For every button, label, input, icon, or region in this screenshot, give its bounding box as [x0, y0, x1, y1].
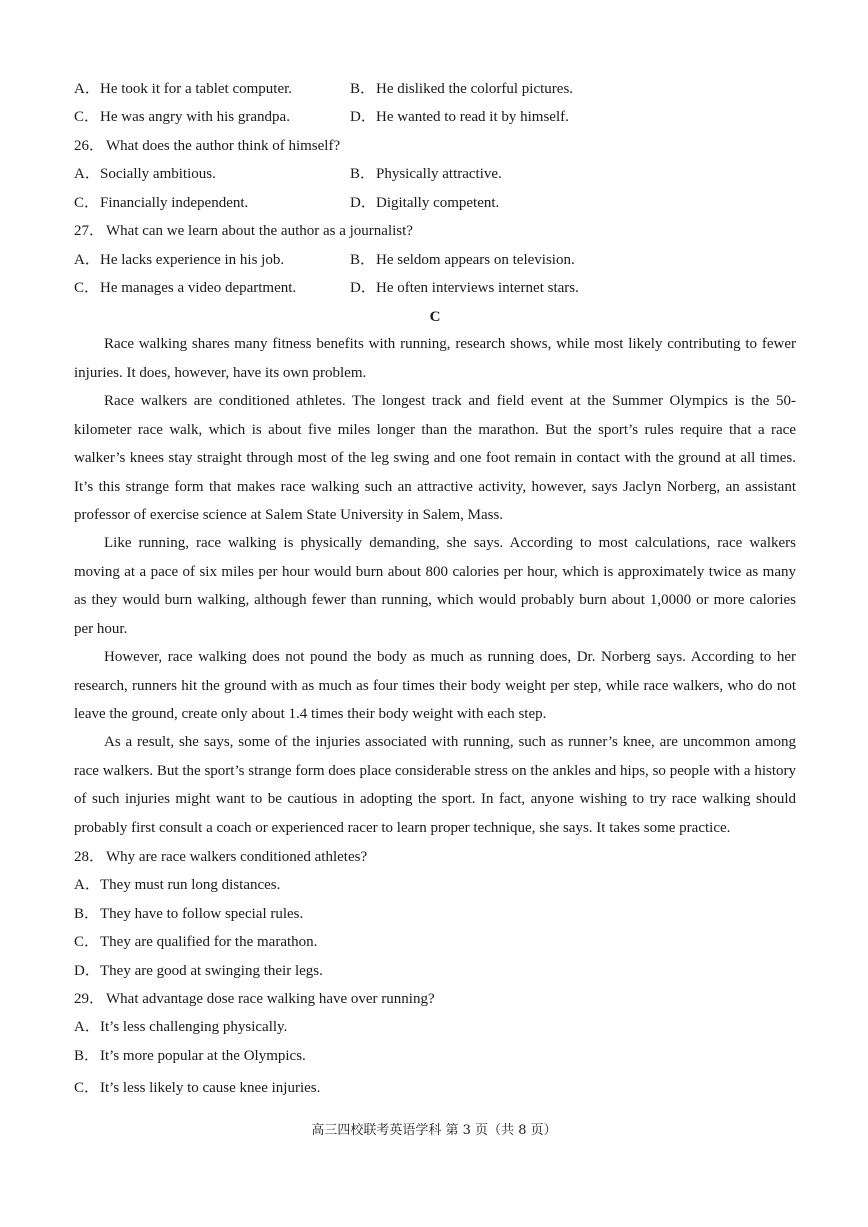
question-number: 26． — [74, 138, 105, 154]
option-letter: D． — [350, 195, 376, 211]
passage-paragraph-3: Like running, race walking is physically demanding, she says. According to most calculations, race walkers moving at a pace of six miles per hour would burn about 800 calories per hour, which is approximately twice as many as they would burn walking, although fewer than running, which would probably burn about 1,0000 or more calories per hour. — [74, 535, 796, 637]
option-letter: B． — [350, 81, 376, 97]
question-text: What advantage dose race walking have over running? — [106, 991, 435, 1007]
q28-stem — [74, 845, 367, 869]
q27-option-a — [74, 248, 284, 272]
option-text: It’s less likely to cause knee injuries. — [100, 1080, 321, 1096]
q26-option-a — [74, 162, 216, 186]
option-text: He wanted to read it by himself. — [376, 109, 569, 125]
question-number: 29． — [74, 991, 105, 1007]
option-letter: C． — [74, 109, 100, 125]
option-letter: D． — [350, 109, 376, 125]
q25-options-row-2 — [74, 105, 796, 129]
q29-option-b — [74, 1044, 306, 1068]
q27-option-c — [74, 276, 296, 300]
option-text: He manages a video department. — [100, 280, 297, 296]
option-letter: A． — [74, 166, 100, 182]
option-text: Financially independent. — [100, 195, 249, 211]
question-text: What does the author think of himself? — [106, 138, 341, 154]
q27-option-d — [350, 276, 579, 300]
option-text: He seldom appears on television. — [376, 252, 575, 268]
passage-paragraph-1: Race walking shares many fitness benefits with running, research shows, while most likely contributing to fewer injuries. It does, however, have its own problem. — [74, 336, 796, 381]
option-letter: D． — [350, 280, 376, 296]
passage-paragraph-4: However, race walking does not pound the body as much as running does, Dr. Norberg says. According to her research, runners hit the ground with as much as four times their body weight per step, while race walkers, who do not leave the ground, create only about 1.4 times their body weight with each step. — [74, 649, 796, 722]
option-text: He took it for a tablet computer. — [100, 81, 293, 97]
option-text: Physically attractive. — [376, 166, 502, 182]
option-letter: B． — [350, 166, 376, 182]
option-letter: A． — [74, 877, 100, 893]
question-text: What can we learn about the author as a journalist? — [106, 223, 413, 239]
q29-option-c — [74, 1076, 320, 1100]
q27-option-b — [350, 248, 575, 272]
q28-option-c — [74, 930, 317, 954]
option-text: He disliked the colorful pictures. — [376, 81, 574, 97]
q27-options-row-2 — [74, 276, 796, 300]
q29-option-a — [74, 1015, 287, 1039]
q27-stem — [74, 219, 413, 243]
q28-option-d — [74, 959, 323, 983]
page-footer: 高三四校联考英语学科 第 3 页（共 8 页） — [311, 1123, 557, 1138]
q25-option-d — [350, 105, 569, 129]
option-letter: C． — [74, 280, 100, 296]
option-letter: B． — [74, 906, 100, 922]
option-letter: A． — [74, 252, 100, 268]
passage-paragraph-2: Race walkers are conditioned athletes. The longest track and field event at the Summer Olympics is the 50-kilometer race walk, which is about five miles longer than the marathon. But the sport’s rules require that a race walker’s knees stay straight through most of the leg swing and one foot remain in contact with the ground at all times. It’s this strange form that makes race walking such an attractive activity, however, says Jaclyn Norberg, an assistant professor of exercise science at Salem State University in Salem, Mass. — [74, 393, 796, 523]
q26-options-row-1 — [74, 162, 796, 186]
option-text: They are qualified for the marathon. — [100, 934, 318, 950]
option-text: They have to follow special rules. — [100, 906, 304, 922]
option-text: It’s more popular at the Olympics. — [100, 1048, 306, 1064]
q27-options-row-1 — [74, 248, 796, 272]
option-letter: A． — [74, 81, 100, 97]
option-text: Digitally competent. — [376, 195, 500, 211]
q26-option-d — [350, 191, 499, 215]
q29-stem — [74, 987, 435, 1011]
option-letter: A． — [74, 1019, 100, 1035]
option-letter: D． — [74, 963, 100, 979]
option-letter: C． — [74, 1080, 100, 1096]
option-text: He was angry with his grandpa. — [100, 109, 290, 125]
q26-option-c — [74, 191, 248, 215]
option-text: They are good at swinging their legs. — [100, 963, 323, 979]
q25-option-b — [350, 77, 573, 101]
option-letter: B． — [74, 1048, 100, 1064]
option-letter: C． — [74, 934, 100, 950]
section-heading: C — [429, 309, 441, 325]
question-text: Why are race walkers conditioned athletes? — [106, 849, 368, 865]
q25-options-row-1 — [74, 77, 796, 101]
question-number: 28． — [74, 849, 105, 865]
option-letter: B． — [350, 252, 376, 268]
q26-option-b — [350, 162, 502, 186]
q26-options-row-2 — [74, 191, 796, 215]
question-number: 27． — [74, 223, 105, 239]
q25-option-c — [74, 105, 290, 129]
passage-paragraph-5: As a result, she says, some of the injuries associated with running, such as runner’s knee, are uncommon among race walkers. But the sport’s strange form does place considerable stress on the ankles and hips, so people with a history of such injuries might want to be cautious in adopting the sport. In fact, anyone wishing to try race walking should probably first consult a coach or experienced racer to learn proper technique, she says. It takes some practice. — [74, 734, 796, 836]
q28-option-a — [74, 873, 280, 897]
option-text: He often interviews internet stars. — [376, 280, 579, 296]
option-text: He lacks experience in his job. — [100, 252, 285, 268]
q26-stem — [74, 134, 340, 158]
option-letter: C． — [74, 195, 100, 211]
option-text: Socially ambitious. — [100, 166, 216, 182]
q25-option-a — [74, 77, 292, 101]
option-text: It’s less challenging physically. — [100, 1019, 288, 1035]
q28-option-b — [74, 902, 303, 926]
option-text: They must run long distances. — [100, 877, 281, 893]
